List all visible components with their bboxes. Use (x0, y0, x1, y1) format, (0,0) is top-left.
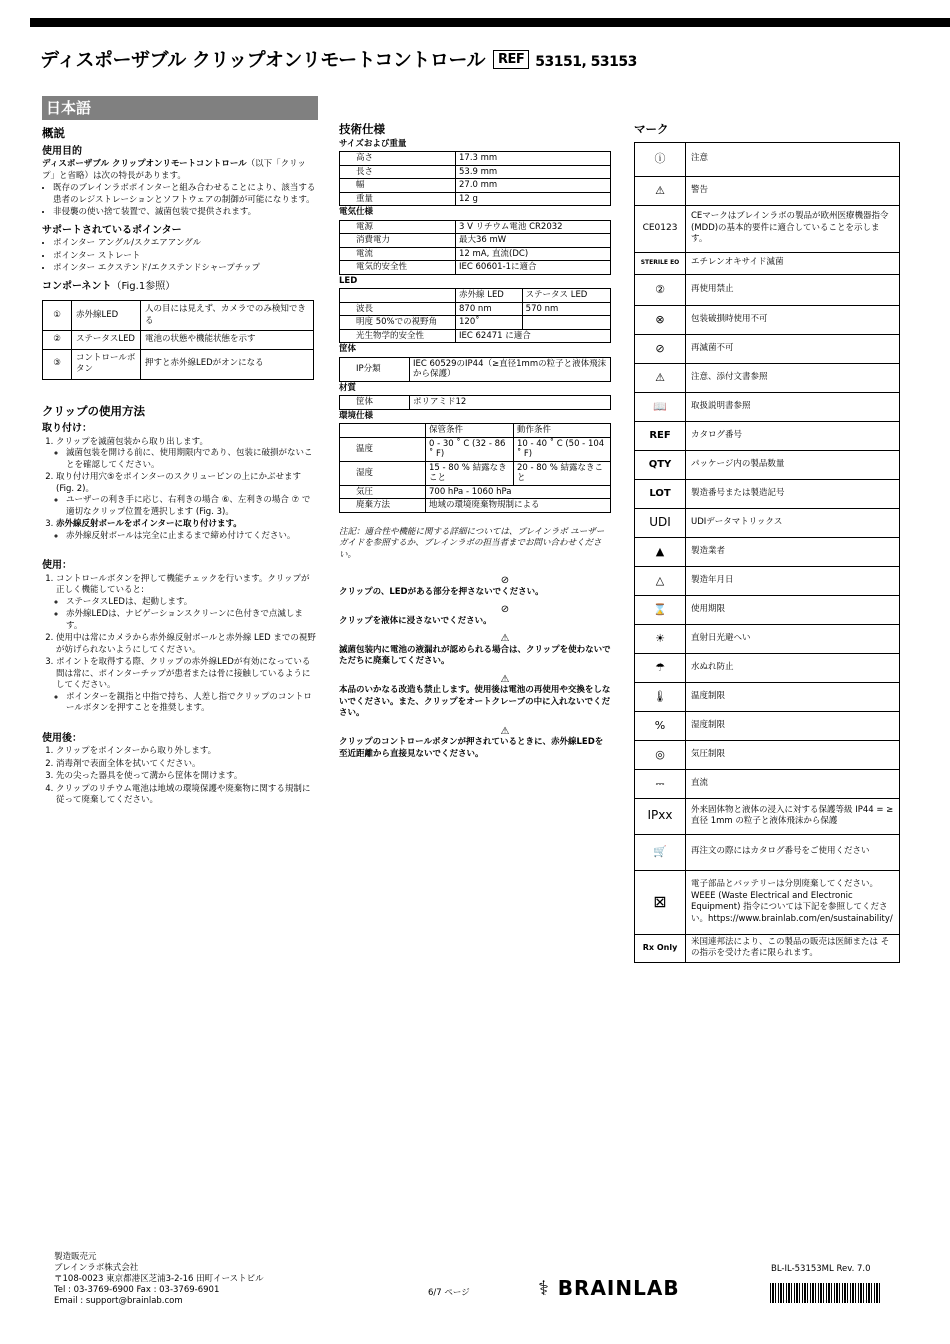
ref-icon: REF (635, 421, 686, 450)
components-table (42, 300, 314, 380)
table-row: 🌡 温度制限 (635, 682, 900, 711)
list-item: 3. 赤外線反射ボールをポインターに取り付けます。 ◦ 赤外線反射ボールは完全に止まるまで締め付けてください。 (56, 519, 318, 542)
note-text: 注記：適合性や機能に関する詳細については、ブレインラボ ユーザーガイドを参照するか、ブレインラボの担当者までお問い合わせください。 (339, 526, 605, 560)
footer-line: 製造販売元 (54, 1252, 97, 1262)
do-not-resterilize-icon: ⊘ (635, 334, 686, 363)
table-row: ⎓ 直流 (635, 769, 900, 798)
list-item: 2. 消毒剤で表面全体を拭いてください。 (56, 759, 318, 771)
barcode-icon (770, 1283, 880, 1303)
right-column (634, 124, 900, 963)
table-row: ② ステータスLED 電池の状態や機能状態を示す (43, 331, 314, 350)
case-heading: 筐体 (339, 344, 357, 354)
howto-heading: クリップの使用方法 (42, 403, 146, 418)
env-heading: 環境仕様 (339, 410, 374, 421)
pointer-list (42, 238, 318, 275)
footer-line: 〒108-0023 東京都港区芝浦3-2-16 田町イーストビル (54, 1274, 264, 1284)
table-row: IP分類 IEC 60529のIP44（≥直径1mmの粒子と液体飛沫から保護） (340, 357, 611, 381)
table-row: ⊗ 包装破損時使用不可 (635, 305, 900, 334)
table-row: QTY パッケージ内の製品数量 (635, 450, 900, 479)
attach-steps (42, 437, 318, 543)
list-item: • 非侵襲の使い捨て装置で、滅菌包装で提供されます。 (53, 207, 318, 219)
manufacturer-icon: ▲ (635, 537, 686, 566)
udi-icon: UDI (635, 508, 686, 537)
table-row: △ 製造年月日 (635, 566, 900, 595)
damaged-package-icon: ⊗ (635, 305, 686, 334)
sterile-eo-icon: STERILE EO (635, 252, 686, 274)
table-row: 湿度 15 - 80 % 結露なきこと 20 - 80 % 結露なきこと (340, 461, 611, 485)
overview-heading: 概説 (42, 126, 65, 140)
elec-heading: 電気仕様 (339, 207, 374, 217)
page-number: 6/7 ページ (428, 1288, 470, 1298)
table-row: ⌛ 使用期限 (635, 595, 900, 624)
table-row: 電流 12 mA, 直流(DC) (340, 247, 611, 261)
list-item: • ポインター アングル/スクエアアングル (53, 238, 318, 250)
spec-heading: 技術仕様 (339, 122, 385, 136)
table-row: ⚠ 注意、添付文書参照 (635, 363, 900, 392)
list-item: • ポインター エクステンド/エクステンドシャープチップ (53, 263, 318, 275)
lot-icon: LOT (635, 479, 686, 508)
table-row: UDI UDIデータマトリックス (635, 508, 900, 537)
material-heading: 材質 (339, 382, 357, 393)
table-row: ☀ 直射日光避へい (635, 624, 900, 653)
left-column (42, 96, 318, 808)
table-row: 幅 27.0 mm (340, 179, 611, 193)
warning-item: ⚠ クリップのコントロールボタンが押されているときに、赤外線LEDを至近距離から直接見ないでください。 (339, 726, 611, 761)
footer-line: Email : support@brainlab.com (54, 1296, 183, 1306)
expiry-icon: ⌛ (635, 595, 686, 624)
material-table (339, 395, 611, 410)
ce-mark-icon: CE0123 (635, 205, 686, 252)
after-heading: 使用後： (42, 732, 82, 744)
warning-item: ⊘ クリップの、LEDがある部分を押さないでください。 (339, 575, 611, 598)
list-item: • ポインター ストレート (53, 251, 318, 263)
use-steps (42, 574, 318, 715)
manual-icon: 📖 (635, 392, 686, 421)
table-row: 保管条件 動作条件 (340, 424, 611, 438)
warning-item: ⊘ クリップを液体に浸さないでください。 (339, 604, 611, 627)
table-row: LOT 製造番号または製造記号 (635, 479, 900, 508)
list-item: 1. クリップを滅菌包装から取り出します。 ◦ 滅菌包装を開ける前に、使用期限内であり、包装に破損がないことを確認してください。 (56, 437, 318, 472)
table-row: 赤外線 LED ステータス LED (340, 289, 611, 303)
keep-dry-icon: ☂ (635, 653, 686, 682)
table-row: 明度 50%での視野角 120˚ (340, 316, 611, 330)
table-row: 重量 12 g (340, 192, 611, 206)
table-row: 📖 取扱説明書参照 (635, 392, 900, 421)
elec-table (339, 220, 611, 275)
table-row: 筐体 ポリアミド12 (340, 396, 611, 410)
caution-icon: ⓘ (635, 142, 686, 176)
list-item: 2. 使用中は常にカメラから赤外線反射ボールと赤外線 LED までの視野が妨げられないようにしてください。 (56, 633, 318, 656)
table-row: 電源 3 V リチウム電池 CR2032 (340, 220, 611, 234)
env-table (339, 423, 611, 513)
table-row: 高さ 17.3 mm (340, 152, 611, 166)
caution-triangle-icon: ⚠ (635, 363, 686, 392)
table-row: ▲ 製造業者 (635, 537, 900, 566)
list-item: 3. ポイントを取得する際、クリップの赤外線LEDが有効になっている間は常に、ポインターチップが患者または骨に接触しているようにしてください。 ◦ ポインターを親指と中指で持ち、人差し指でクリップのコントロールボタンを押すことを推奨します。 (56, 657, 318, 715)
marks-heading: マーク (634, 122, 669, 136)
qty-icon: QTY (635, 450, 686, 479)
table-row: 廃棄方法 地域の環境廃棄物規制による (340, 499, 611, 513)
table-row: 🛒 再注文の際にはカタログ番号をご使用ください (635, 834, 900, 870)
list-item: 3. 先の尖った器具を使って溝から筐体を開けます。 (56, 771, 318, 783)
table-row: IPxx 外来固体物と液体の浸入に対する保護等級 IP44 = ≥直径 1mm の粒子と液体飛沫から保護 (635, 798, 900, 834)
reorder-cart-icon: 🛒 (635, 834, 686, 870)
ref-numbers: 53151, 53153 (535, 54, 637, 70)
weee-bin-icon: ⊠ (635, 870, 686, 934)
table-row: ⚠ 警告 (635, 176, 900, 205)
led-table (339, 288, 611, 343)
table-row: 温度 0 - 30 ˚ C (32 - 86 ˚ F) 10 - 40 ˚ C (50 - 104 ˚ F) (340, 437, 611, 461)
led-heading: LED (339, 275, 358, 286)
footer-line: Tel : 03-3769-6900 Fax : 03-3769-6901 (54, 1285, 220, 1295)
do-not-reuse-icon: ② (635, 274, 686, 305)
warning-icon: ⚠ (635, 176, 686, 205)
purpose-text: ディスポーザブル クリップオンリモートコントロール（以下「クリップ」と省略）は次の特長があります。 (42, 159, 306, 181)
rx-only-icon: Rx Only (635, 934, 686, 962)
purpose-heading: 使用目的 (42, 145, 82, 157)
size-heading: サイズおよび重量 (339, 138, 407, 149)
use-heading: 使用： (42, 560, 72, 571)
table-row: ① 赤外線LED 人の目には見えず、カメラでのみ検知できる (43, 301, 314, 331)
after-steps (42, 746, 318, 807)
brainlab-mark-icon: ⚕ (538, 1276, 550, 1300)
no-push-icon: ⊘ (500, 575, 510, 586)
table-row: 波長 870 nm 570 nm (340, 302, 611, 316)
middle-column (339, 124, 611, 760)
components-heading: コンポーネント（Fig.1参照） (42, 280, 176, 292)
list-item: 2. 取り付け用穴⑤をポインターのスクリューピンの上にかぶせます (Fig. 2)。 ◦ ユーザーの利き手に応じ、右利きの場合 ⑥、左利きの場合 ⑦ で適切なクリップ位置を選択します (Fig. 3)。 (56, 472, 318, 518)
list-item: 1. クリップをポインターから取り外します。 (56, 746, 318, 758)
manufacture-date-icon: △ (635, 566, 686, 595)
no-immerse-icon: ⊘ (500, 604, 510, 615)
doc-number: BL-IL-53153ML Rev. 7.0 (771, 1264, 871, 1274)
table-row: ③ コントロールボタン 押すと赤外線LEDがオンになる (43, 349, 314, 379)
marks-table (634, 142, 900, 963)
purpose-list (42, 183, 318, 219)
brand-logo: ⚕ BRAINLAB (538, 1276, 680, 1300)
warning-icon: ⚠ (500, 633, 510, 644)
warning-item: ⚠ 滅菌包装内に電池の液漏れが認められる場合は、クリップを使わないでただちに廃棄してください。 (339, 633, 611, 666)
table-row: 光生物学的安全性 IEC 62471 に適合 (340, 329, 611, 343)
size-table (339, 151, 611, 206)
case-table (339, 357, 611, 382)
table-row: 長さ 53.9 mm (340, 165, 611, 179)
table-row: STERILE EO エチレンオキサイド滅菌 (635, 252, 900, 274)
table-row: 電気的安全性 IEC 60601-1に適合 (340, 261, 611, 275)
direct-current-icon: ⎓ (635, 769, 686, 798)
table-row: ◎ 気圧制限 (635, 740, 900, 769)
footer-line: ブレインラボ株式会社 (54, 1263, 139, 1273)
table-row: % 湿度制限 (635, 711, 900, 740)
keep-from-sunlight-icon: ☀ (635, 624, 686, 653)
table-row: ② 再使用禁止 (635, 274, 900, 305)
table-row: ☂ 水ぬれ防止 (635, 653, 900, 682)
attach-heading: 取り付け： (42, 423, 92, 434)
ref-symbol: REF (493, 50, 529, 69)
humidity-limit-icon: % (635, 711, 686, 740)
table-row: 消費電力 最大36 mW (340, 234, 611, 248)
table-row: CE0123 CEマークはブレインラボの製品が欧州医療機器指令 (MDD)の基本的要件に適合していることを示します。 (635, 205, 900, 252)
ip-rating-icon: IPxx (635, 798, 686, 834)
title-text: ディスポーザブル クリップオンリモートコントロール (40, 49, 485, 71)
table-row: REF カタログ番号 (635, 421, 900, 450)
temperature-limit-icon: 🌡 (635, 682, 686, 711)
table-row: ⓘ 注意 (635, 142, 900, 176)
pointers-heading: サポートされているポインター (42, 224, 182, 236)
list-item: • 既存のブレインラボポインターと組み合わせることにより、該当する患者のレジストレーションとソフトウェアの制御が可能になります。 (53, 183, 318, 206)
page-title (40, 45, 637, 72)
table-row: ⊘ 再滅菌不可 (635, 334, 900, 363)
table-row: ⊠ 電子部品とバッテリーは分別廃棄してください。WEEE (Waste Electrical and Electronic Equipment) 指令については下記を参照してください。https://www.brainlab.com/en/sustainability/ (635, 870, 900, 934)
table-row: Rx Only 米国連邦法により、この製品の販売は医師または その指示を受けた者に限られます。 (635, 934, 900, 962)
language-banner: 日本語 (42, 96, 318, 120)
pressure-limit-icon: ◎ (635, 740, 686, 769)
warning-item: ⚠ 本品のいかなる改造も禁止します。使用後は電池の再使用や交換をしないでください。また、クリップをオートクレーブの中に入れないでください。 (339, 673, 611, 718)
top-rule (30, 18, 950, 27)
table-row: 気圧 700 hPa - 1060 hPa (340, 485, 611, 499)
list-item: 1. コントロールボタンを押して機能チェックを行います。クリップが正しく機能していると: ◦ ステータスLEDは、起動します。 ◦ 赤外線LEDは、ナビゲーションスクリーンに色付きで点滅します。 (56, 574, 318, 633)
list-item: 4. クリップのリチウム電池は地域の環境保護や廃棄物に関する規制に従って廃棄してください。 (56, 784, 318, 807)
warning-icon: ⚠ (500, 673, 510, 685)
company-info (54, 1252, 264, 1307)
warning-icon: ⚠ (500, 725, 510, 737)
